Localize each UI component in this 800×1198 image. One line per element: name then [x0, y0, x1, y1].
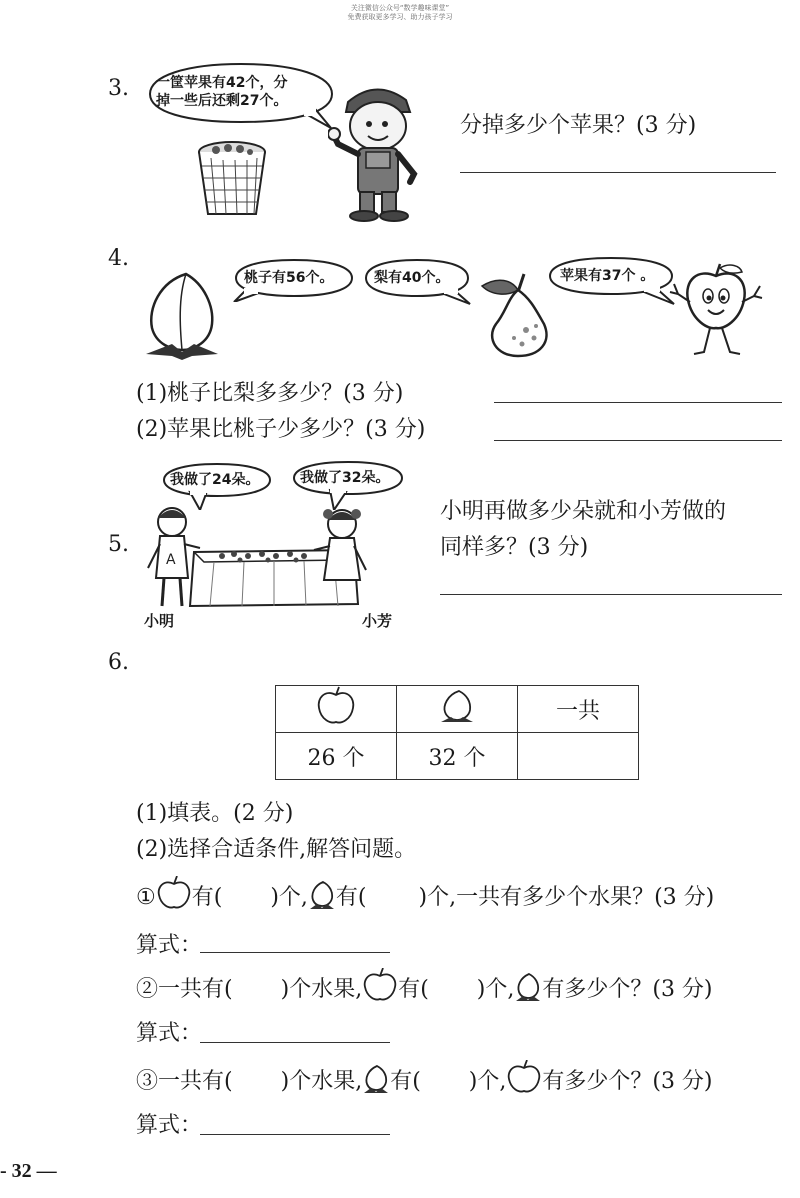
q6-formula-label-1: 算式：	[136, 933, 203, 958]
q4-answer-line-2[interactable]	[494, 440, 782, 441]
question-4-number: 4.	[108, 246, 129, 271]
q5-answer-line[interactable]	[440, 594, 782, 595]
q5-question-line-2: 同样多？(3 分)	[440, 535, 589, 560]
apple-icon	[362, 968, 398, 1008]
question-6-number: 6.	[108, 650, 129, 675]
header-note: 关注微信公众号“数学趣味课堂” 免费获取更多学习、助力孩子学习	[347, 4, 453, 21]
page-number: - 32 —	[0, 1160, 57, 1182]
q3-answer-line[interactable]	[460, 172, 776, 173]
q5-right-bubble: 我做了32朵。	[290, 460, 406, 510]
q6-subquestion-2: (2)选择合适条件,解答问题。	[136, 837, 417, 862]
q4-apple-bubble: 苹果有37个 。	[546, 256, 676, 306]
table-header-peach	[397, 686, 518, 733]
table-cell-total-blank[interactable]	[518, 733, 639, 780]
q4-answer-line-1[interactable]	[494, 402, 782, 403]
peach-icon	[514, 972, 542, 1008]
q3-question: 分掉多少个苹果？(3 分)	[460, 113, 697, 138]
question-3-number: 3.	[108, 76, 129, 101]
question-5-number: 5.	[108, 532, 129, 557]
q3-speech-bubble: 一筐苹果有42个，分 掉一些后还剩27个。	[146, 60, 336, 130]
q5-question-line-1: 小明再做多少朵就和小芳做的	[440, 499, 727, 524]
table-header-total: 一共	[518, 686, 639, 733]
q6-item-3: ③一共有( )个水果, 有( )个, 有多少个？(3 分)	[136, 1060, 713, 1100]
q6-formula-label-2: 算式：	[136, 1021, 203, 1046]
apple-icon	[156, 876, 192, 916]
children-table-icon	[144, 504, 370, 618]
table-cell-peach-count: 32 个	[397, 733, 518, 780]
q4-subquestion-1: (1)桃子比梨多多少？(3 分)	[136, 381, 404, 406]
q6-formula-line-2[interactable]	[200, 1042, 390, 1043]
name-xiaoming: 小明	[144, 612, 175, 630]
q6-item-2: ②一共有( )个水果, 有( )个, 有多少个？(3 分)	[136, 968, 713, 1008]
name-xiaofang: 小芳	[362, 612, 393, 630]
svg-text:A: A	[166, 552, 176, 568]
q6-formula-label-3: 算式：	[136, 1113, 203, 1138]
q4-subquestion-2: (2)苹果比桃子少多少？(3 分)	[136, 417, 426, 442]
q6-formula-line-1[interactable]	[200, 952, 390, 953]
table-header-apple	[276, 686, 397, 733]
fruit-table	[275, 685, 639, 780]
peach-icon	[437, 688, 477, 724]
q6-subquestion-1: (1)填表。(2 分)	[136, 801, 294, 826]
q4-pear-bubble: 梨有40个。	[362, 258, 472, 306]
peach-icon	[362, 1064, 390, 1100]
apple-icon	[315, 686, 357, 726]
apple-cartoon-icon	[668, 262, 764, 362]
peach-icon	[142, 268, 222, 364]
q6-item-1: ① 有( )个, 有( )个,一共有多少个水果？(3 分)	[136, 876, 714, 916]
basket-icon	[196, 140, 268, 222]
table-cell-apple-count: 26 个	[276, 733, 397, 780]
q6-formula-line-3[interactable]	[200, 1134, 390, 1135]
apple-icon	[506, 1060, 542, 1100]
boy-cartoon-icon	[328, 82, 423, 226]
peach-icon	[308, 880, 336, 916]
q5-left-bubble: 我做了24朵。	[160, 462, 274, 510]
q4-peach-bubble: 桃子有56个。	[232, 258, 356, 302]
